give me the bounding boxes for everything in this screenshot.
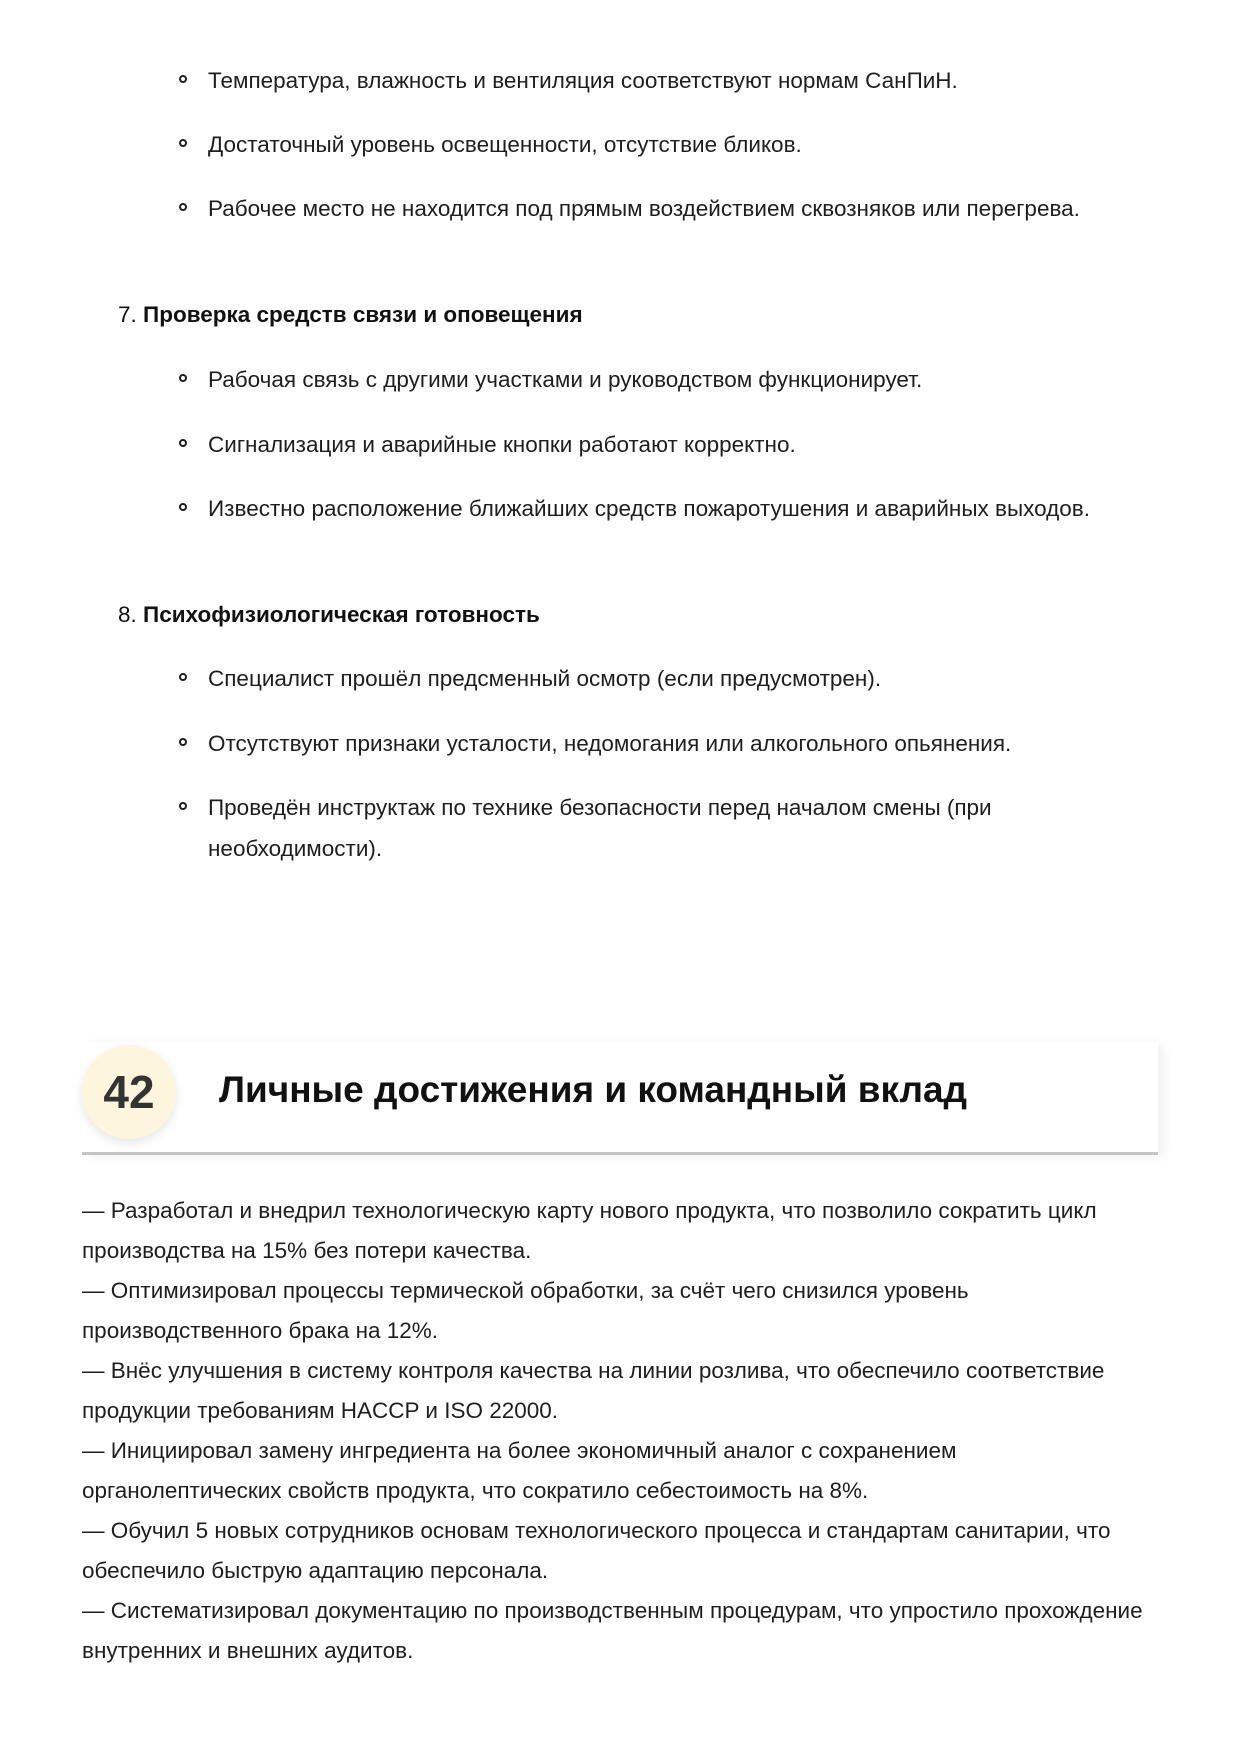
circle-bullet-icon (179, 203, 187, 211)
item-7-heading (118, 294, 583, 335)
list-item: Специалист прошёл предсменный осмотр (если предусмотрен). (208, 658, 1108, 699)
list-item: Сигнализация и аварийные кнопки работают корректно. (208, 424, 1108, 465)
section-title: Личные достижения и командный вклад (219, 1069, 968, 1110)
list-item: Достаточный уровень освещенности, отсутствие бликов. (208, 124, 1108, 165)
achievement-line: — Инициировал замену ингредиента на более экономичный аналог с сохранением органолептических свойств продукта, что сократило себестоимость на 8%. (82, 1438, 957, 1503)
item-8-number: 8. (118, 602, 137, 627)
list-item: Рабочая связь с другими участками и руководством функционирует. (208, 359, 1108, 400)
list-item: Проведён инструктаж по технике безопасности перед началом смены (при необходимости). (208, 787, 1108, 869)
section-number-badge: 42 (82, 1045, 176, 1139)
circle-bullet-icon (179, 503, 187, 511)
list-item: Температура, влажность и вентиляция соответствуют нормам СанПиН. (208, 60, 1108, 101)
circle-bullet-icon (179, 139, 187, 147)
achievement-line: — Оптимизировал процессы термической обработки, за счёт чего снизился уровень производственного брака на 12%. (82, 1278, 969, 1343)
circle-bullet-icon (179, 673, 187, 681)
list-item: Известно расположение ближайших средств пожаротушения и аварийных выходов. (208, 488, 1108, 529)
list-item: Отсутствуют признаки усталости, недомогания или алкогольного опьянения. (208, 723, 1108, 764)
list-item: Рабочее место не находится под прямым воздействием сквозняков или перегрева. (208, 188, 1108, 229)
achievement-line: — Систематизировал документацию по производственным процедурам, что упростило прохождение внутренних и внешних аудитов. (82, 1598, 1143, 1663)
item-8-heading (118, 594, 540, 635)
achievements-text (82, 1191, 1162, 1671)
achievement-line: — Внёс улучшения в систему контроля качества на линии розлива, что обеспечило соответствие продукции требованиям HACCP и ISO 22000. (82, 1358, 1105, 1423)
achievement-line: — Обучил 5 новых сотрудников основам технологического процесса и стандартам санитарии, что обеспечило быструю адаптацию персонала. (82, 1518, 1111, 1583)
item-8-title: Психофизиологическая готовность (143, 602, 540, 627)
circle-bullet-icon (179, 374, 187, 382)
section-header (82, 1042, 1158, 1155)
circle-bullet-icon (179, 738, 187, 746)
item-7-title: Проверка средств связи и оповещения (143, 302, 583, 327)
achievement-line: — Разработал и внедрил технологическую карту нового продукта, что позволило сократить цикл производства на 15% без потери качества. (82, 1198, 1097, 1263)
item-7-number: 7. (118, 302, 137, 327)
circle-bullet-icon (179, 75, 187, 83)
circle-bullet-icon (179, 802, 187, 810)
circle-bullet-icon (179, 439, 187, 447)
